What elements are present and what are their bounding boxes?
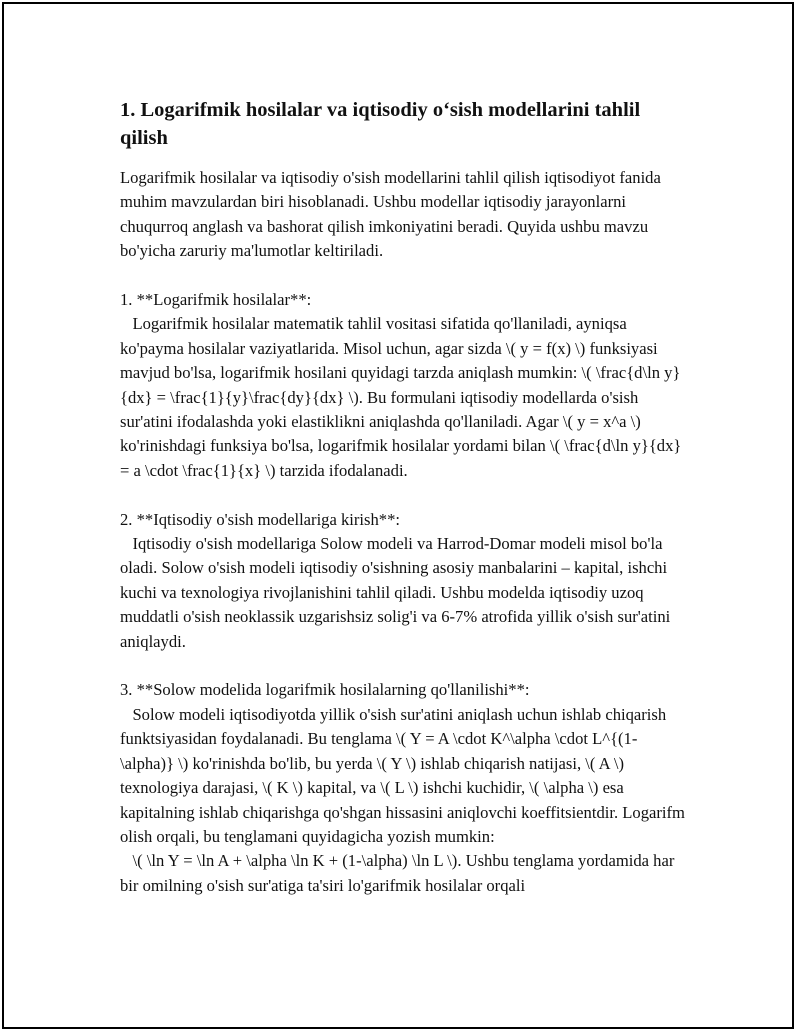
section-1-body [120, 312, 688, 483]
section-2-body [120, 532, 688, 654]
paragraph-gap [120, 483, 688, 507]
intro-paragraph: Logarifmik hosilalar va iqtisodiy o'sish modellarini tahlil qilish iqtisodiyot fanida muhim mavzulardan biri hisoblanadi. Ushbu modellar iqtisodiy jarayonlarni chuqurroq anglash va bashorat qilish imkoniyatini beradi. Quyida ushbu mavzu bo'yicha zaruriy ma'lumotlar keltiriladi. [120, 168, 661, 261]
document-title: 1. Logarifmik hosilalar va iqtisodiy o‘sish modellarini tahlil qilish [120, 99, 641, 149]
section-3-heading: 3. **Solow modelida logarifmik hosilalarning qo'llanilishi**: [120, 680, 530, 700]
section-3-text: Solow modeli iqtisodiyotda yillik o'sish sur'atini aniqlash uchun ishlab chiqarish funktsiyasidan foydalanadi. Bu tenglama \( Y = A \cdot K^\alpha \cdot L^{(1-\alpha)} \) ko'rinishda bo'lib, bu yerda \( Y \) ishlab chiqarish natijasi, \( A \) texnologiya darajasi, \( K \) kapital, va \( L \) ishchi kuchidir, \( \alpha \) esa kapitalning ishlab chiqarishga qo'shgan hissasini aniqlovchi koeffitsientdir. Logarifm olish orqali, bu tenglamani quyidagicha yozish mumkin: [120, 704, 685, 846]
section-2-heading: 2. **Iqtisodiy o'sish modellariga kirish**: [120, 509, 400, 529]
section-1-text: Logarifmik hosilalar matematik tahlil vositasi sifatida qo'llaniladi, ayniqsa ko'payma hosilalar vaziyatlarida. Misol uchun, agar sizda \( y = f(x) \) funksiyasi mavjud bo'lsa, logarifmik hosilani quyidagi tarzda aniqlash mumkin: \( \frac{d\ln y}{dx} = \frac{1}{y}\frac{dy}{dx} \). Bu formulani iqtisodiy modellarda o'sish sur'atini ifodalashda yoki elastiklikni aniqlashda qo'llaniladi. Agar \( y = x^a \) ko'rinishdagi funksiya bo'lsa, logarifmik hosilalar yordami bilan \( \frac{d\ln y}{dx} = a \cdot \frac{1}{x} \) tarzida ifodalanadi. [120, 314, 682, 480]
paragraph-gap [120, 264, 688, 288]
document-content [120, 96, 688, 898]
page-frame [2, 2, 794, 1029]
section-3-body [120, 703, 688, 849]
section-3-equation-text: \( \ln Y = \ln A + \alpha \ln K + (1-\alpha) \ln L \). Ushbu tenglama yordamida har bir omilning o'sish sur'atiga ta'siri lo'garifmik hosilalar orqali [120, 851, 675, 895]
section-3-equation [120, 849, 688, 898]
section-2-text: Iqtisodiy o'sish modellariga Solow modeli va Harrod-Domar modeli misol bo'la oladi. Solow o'sish modeli iqtisodiy o'sishning asosiy manbalarini – kapital, ishchi kuchi va texnologiya rivojlanishini tahlil qiladi. Ushbu modelda iqtisodiy uzoq muddatli o'sish neoklassik uzgarishsiz solig'i va 6-7% atrofida yillik o'sish sur'atini aniqlaydi. [120, 534, 671, 651]
paragraph-gap [120, 654, 688, 678]
section-1-heading: 1. **Logarifmik hosilalar**: [120, 290, 312, 310]
